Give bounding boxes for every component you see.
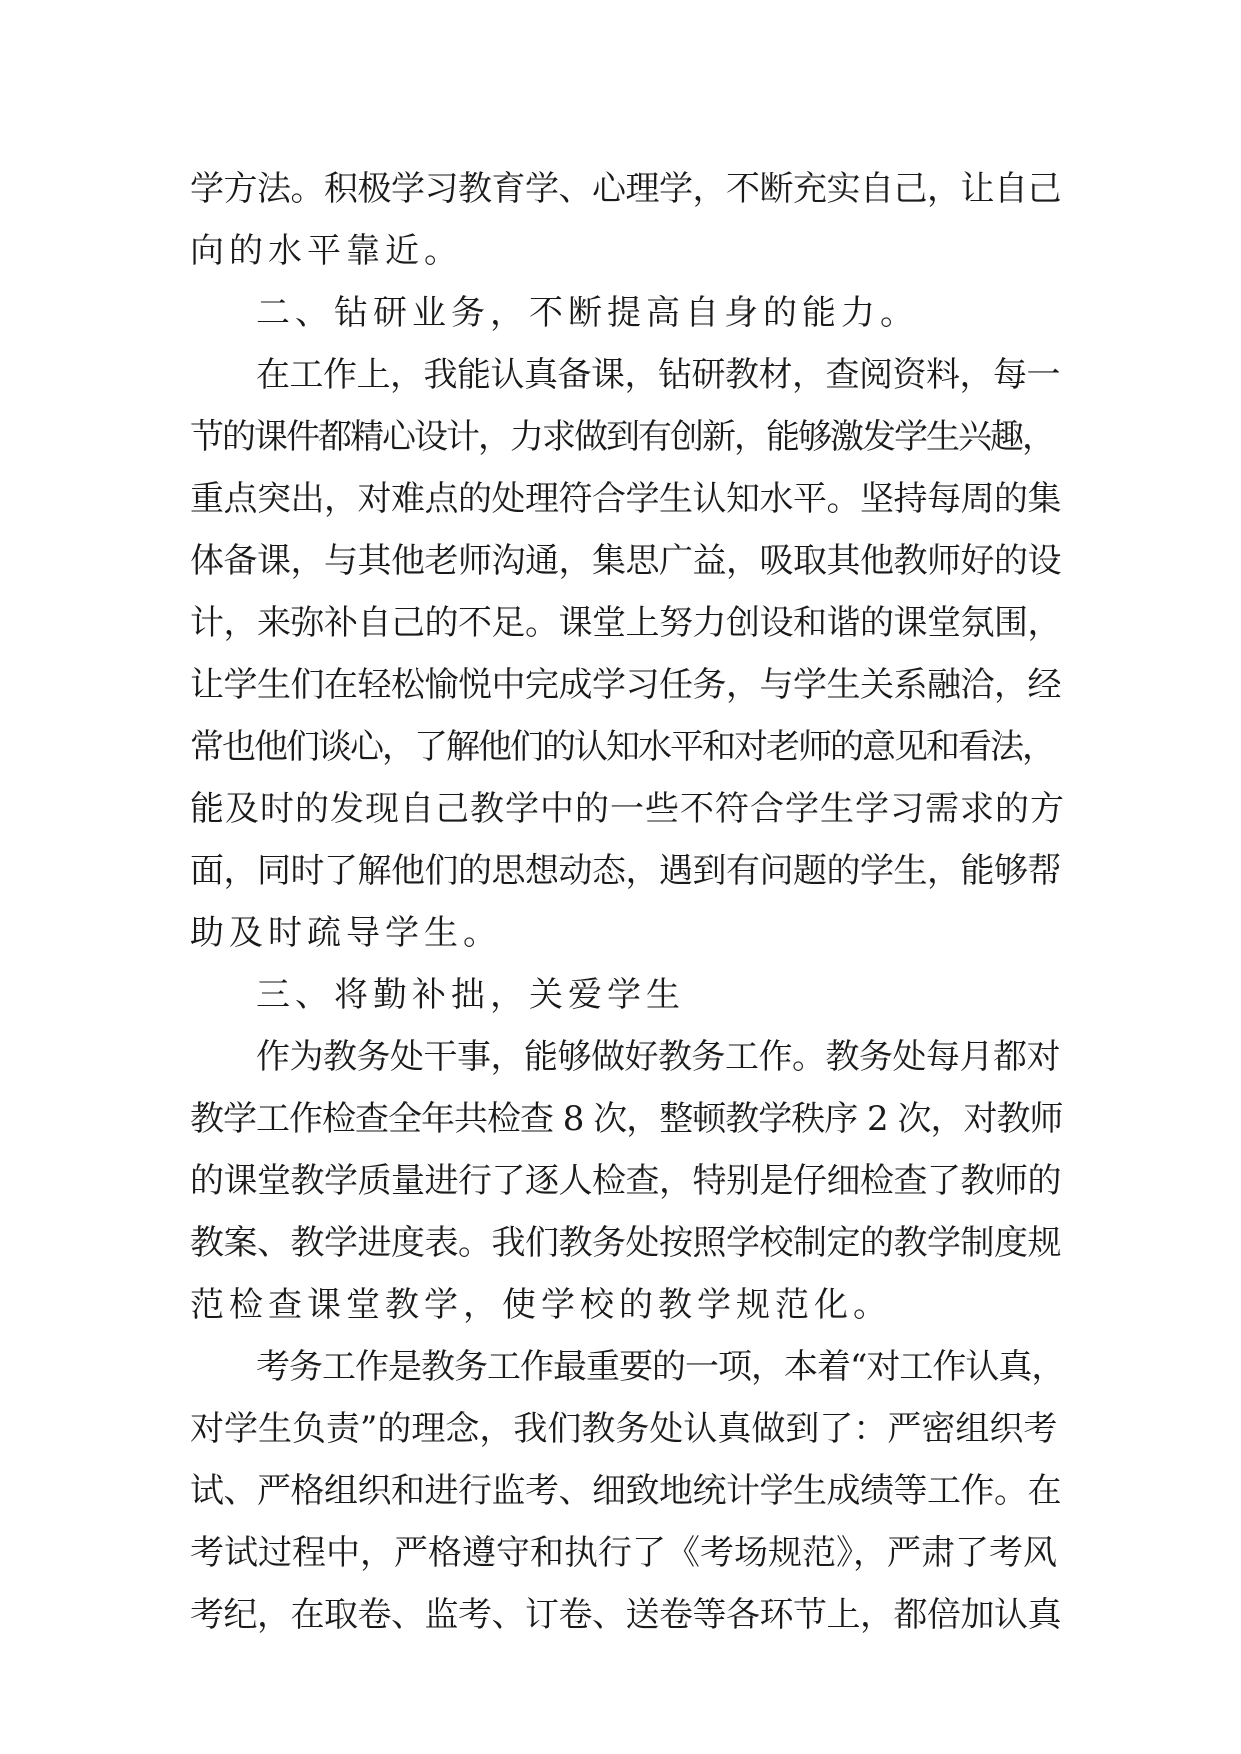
text-line: 范检查课堂教学，使学校的教学规范化。 bbox=[190, 1285, 892, 1325]
text-line: 教学工作检查全年共检查 8 次，整顿教学秩序 2 次，对教师 bbox=[190, 1099, 1063, 1139]
text-line: 在工作上，我能认真备课，钻研教材，查阅资料，每一 bbox=[256, 355, 1060, 395]
text-line: 考纪，在取卷、监考、订卷、送卷等各环节上，都倍加认真 bbox=[190, 1595, 1061, 1635]
text-line: 计，来弥补自己的不足。课堂上努力创设和谐的课堂氛围， bbox=[190, 603, 1061, 643]
text-line: 考务工作是教务工作最重要的一项，本着“对工作认真， bbox=[256, 1347, 1065, 1387]
text-line: 作为教务处干事，能够做好教务工作。教务处每月都对 bbox=[256, 1037, 1060, 1077]
text-line: 教案、教学进度表。我们教务处按照学校制定的教学制度规 bbox=[190, 1223, 1061, 1263]
text-line: 重点突出，对难点的处理符合学生认知水平。坚持每周的集 bbox=[190, 479, 1061, 519]
text-line: 让学生们在轻松愉悦中完成学习任务，与学生关系融洽，经 bbox=[190, 665, 1061, 705]
text-line: 二、钻研业务，不断提高自身的能力。 bbox=[256, 293, 919, 333]
document-body bbox=[190, 158, 1065, 1646]
text-line: 考试过程中，严格遵守和执行了《考场规范》，严肃了考风 bbox=[190, 1533, 1057, 1573]
text-line: 助及时疏导学生。 bbox=[190, 913, 502, 953]
text-line: 对学生负责”的理念，我们教务处认真做到了：严密组织考 bbox=[190, 1409, 1058, 1449]
text-line: 能及时的发现自己教学中的一些不符合学生学习需求的方 bbox=[190, 789, 1065, 829]
text-line: 体备课，与其他老师沟通，集思广益，吸取其他教师好的设 bbox=[190, 541, 1061, 581]
text-line: 试、严格组织和进行监考、细致地统计学生成绩等工作。在 bbox=[190, 1471, 1061, 1511]
text-line: 三、将勤补拙，关爱学生 bbox=[256, 975, 685, 1015]
text-line: 学方法。积极学习教育学、心理学，不断充实自己，让自己 bbox=[190, 169, 1061, 209]
text-line: 的课堂教学质量进行了逐人检查，特别是仔细检查了教师的 bbox=[190, 1161, 1061, 1201]
text-line: 向的水平靠近。 bbox=[190, 231, 463, 271]
text-line: 常也他们谈心，了解他们的认知水平和对老师的意见和看法， bbox=[190, 727, 1054, 767]
text-line: 面，同时了解他们的思想动态，遇到有问题的学生，能够帮 bbox=[190, 851, 1061, 891]
text-line: 节的课件都精心设计，力求做到有创新，能够激发学生兴趣， bbox=[190, 417, 1054, 457]
